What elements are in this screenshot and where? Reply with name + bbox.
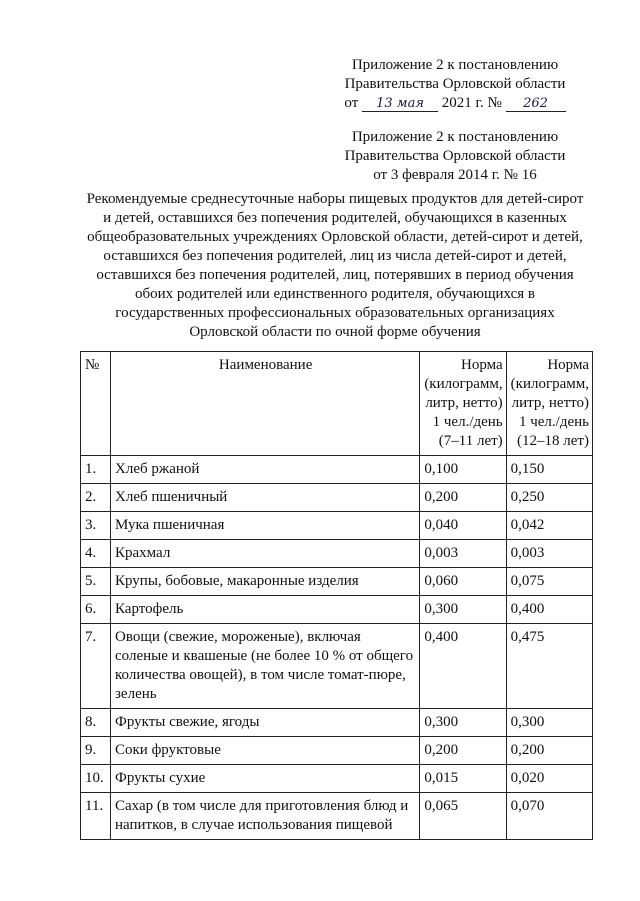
appendix-original-line3: от 3 февраля 2014 г. № 16 (373, 167, 537, 183)
row-number: 2. (81, 484, 111, 512)
row-norm-12-18: 0,200 (506, 737, 592, 765)
row-product-name: Фрукты свежие, ягоды (111, 709, 420, 737)
title-line: оставшихся без попечения родителей, лиц из числа детей-сирот и детей, (103, 248, 567, 264)
header-line: литр, нетто) (511, 395, 589, 411)
header-line: Норма (461, 357, 503, 373)
header-num: № (81, 352, 111, 456)
header-line: 1 чел./день (432, 414, 503, 430)
table-row (81, 737, 593, 765)
row-norm-7-11: 0,200 (420, 484, 506, 512)
header-norm-7-11 (420, 352, 506, 456)
row-norm-7-11: 0,060 (420, 568, 506, 596)
appendix-year-number: 2021 г. № (441, 95, 502, 111)
header-line: (килограмм, (510, 376, 589, 392)
header-line: 1 чел./день (518, 414, 589, 430)
row-norm-12-18: 0,300 (506, 709, 592, 737)
row-number: 7. (81, 624, 111, 709)
table-header-row (81, 352, 593, 456)
row-norm-12-18: 0,475 (506, 624, 592, 709)
appendix-original (320, 128, 590, 185)
title-line: государственных профессиональных образовательных организациях (115, 305, 555, 321)
row-number: 4. (81, 540, 111, 568)
title-line: обоих родителей или единственного родителя, обучающихся в (135, 286, 535, 302)
handwritten-number: 262 (506, 96, 566, 112)
header-line: (килограмм, (424, 376, 503, 392)
row-product-name: Овощи (свежие, мороженые), включая соленые и квашеные (не более 10 % от общего количества овощей), в том числе томат-пюре, зелень (111, 624, 420, 709)
row-norm-12-18: 0,400 (506, 596, 592, 624)
row-norm-7-11: 0,300 (420, 596, 506, 624)
row-product-name: Хлеб пшеничный (111, 484, 420, 512)
header-norm-12-18 (506, 352, 592, 456)
row-product-name: Крахмал (111, 540, 420, 568)
header-line: литр, нетто) (425, 395, 503, 411)
row-norm-7-11: 0,003 (420, 540, 506, 568)
row-norm-7-11: 0,065 (420, 793, 506, 840)
row-number: 3. (81, 512, 111, 540)
row-norm-7-11: 0,015 (420, 765, 506, 793)
title-line: Рекомендуемые среднесуточные наборы пищевых продуктов для детей-сирот (86, 191, 584, 207)
row-norm-7-11: 0,040 (420, 512, 506, 540)
handwritten-date: 13 мая (362, 96, 438, 112)
table-row (81, 596, 593, 624)
table-row (81, 568, 593, 596)
row-product-name: Сахар (в том числе для приготовления блюд и напитков, в случае использования пищевой (111, 793, 420, 840)
row-norm-12-18: 0,020 (506, 765, 592, 793)
table-row (81, 512, 593, 540)
table-row (81, 456, 593, 484)
appendix-original-line1: Приложение 2 к постановлению (351, 129, 559, 145)
row-number: 9. (81, 737, 111, 765)
header-line: Норма (547, 357, 589, 373)
row-norm-7-11: 0,100 (420, 456, 506, 484)
row-norm-12-18: 0,150 (506, 456, 592, 484)
row-norm-12-18: 0,003 (506, 540, 592, 568)
header-line: (7–11 лет) (438, 433, 503, 449)
document-title (70, 190, 600, 342)
title-line: оставшихся без попечения родителей, лиц, потерявших в период обучения (96, 267, 574, 283)
row-number: 10. (81, 765, 111, 793)
row-product-name: Мука пшеничная (111, 512, 420, 540)
norms-table (80, 351, 593, 840)
row-number: 5. (81, 568, 111, 596)
title-line: Орловской области по очной форме обучения (189, 324, 481, 340)
table-row (81, 709, 593, 737)
row-norm-7-11: 0,300 (420, 709, 506, 737)
row-number: 11. (81, 793, 111, 840)
appendix-current-line1: Приложение 2 к постановлению (351, 57, 559, 73)
row-number: 1. (81, 456, 111, 484)
table-row (81, 624, 593, 709)
title-line: общеобразовательных учреждениях Орловской области, детей-сирот и детей, (87, 229, 583, 245)
row-norm-12-18: 0,250 (506, 484, 592, 512)
table-row (81, 765, 593, 793)
row-norm-12-18: 0,042 (506, 512, 592, 540)
header-name: Наименование (111, 352, 420, 456)
row-product-name: Хлеб ржаной (111, 456, 420, 484)
row-norm-12-18: 0,070 (506, 793, 592, 840)
table-row (81, 793, 593, 840)
header-line: (12–18 лет) (517, 433, 589, 449)
table-row (81, 484, 593, 512)
norms-table-body (81, 456, 593, 840)
appendix-current-line2: Правительства Орловской области (344, 76, 566, 92)
appendix-prefix: от (344, 95, 359, 111)
row-product-name: Крупы, бобовые, макаронные изделия (111, 568, 420, 596)
title-line: и детей, оставшихся без попечения родителей, обучающихся в казенных (103, 210, 567, 226)
row-product-name: Фрукты сухие (111, 765, 420, 793)
row-number: 8. (81, 709, 111, 737)
row-product-name: Соки фруктовые (111, 737, 420, 765)
appendix-current-line3 (320, 94, 590, 113)
appendix-original-line2: Правительства Орловской области (344, 148, 566, 164)
table-row (81, 540, 593, 568)
row-norm-7-11: 0,400 (420, 624, 506, 709)
row-number: 6. (81, 596, 111, 624)
row-norm-7-11: 0,200 (420, 737, 506, 765)
row-product-name: Картофель (111, 596, 420, 624)
row-norm-12-18: 0,075 (506, 568, 592, 596)
appendix-current (320, 56, 590, 113)
